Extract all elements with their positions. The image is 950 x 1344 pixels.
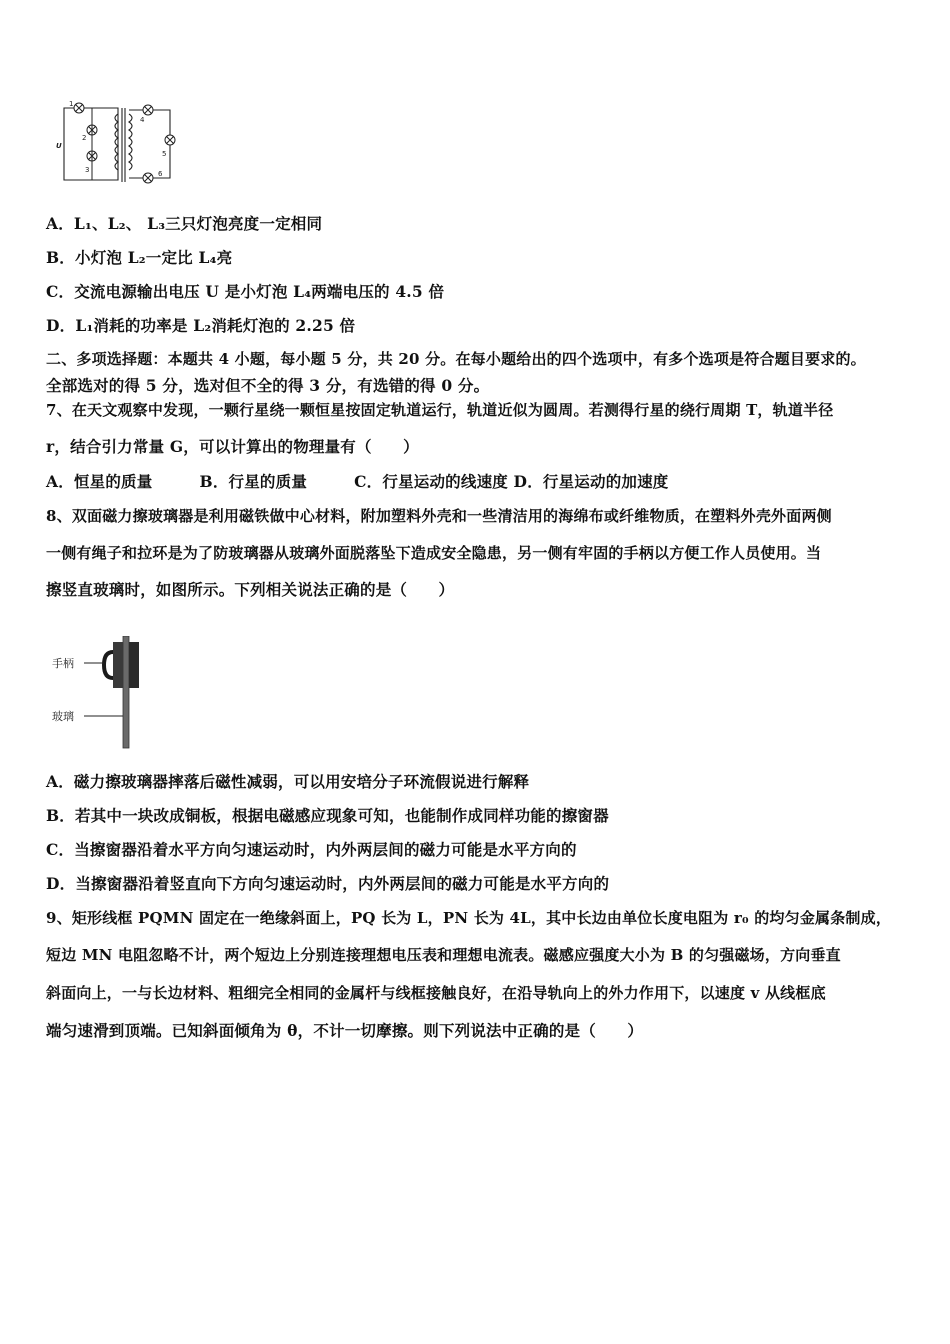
q8-option-b: B．若其中一块改成铜板，根据电磁感应现象可知，也能制作成同样功能的擦窗器: [46, 806, 609, 825]
handle: [104, 652, 113, 678]
lamp-L5: [165, 135, 175, 145]
node-label: 1: [69, 100, 74, 108]
secondary-coil: [129, 114, 132, 170]
lamp-L6: [143, 173, 153, 183]
node-label: 5: [162, 150, 167, 158]
node-label: 2: [82, 134, 87, 142]
outer-cleaner-block: [129, 642, 139, 688]
handle-label: 手柄: [52, 657, 74, 670]
secondary-circuit-wire: [129, 110, 170, 178]
lamp-L4: [143, 105, 153, 115]
q8-option-a: A．磁力擦玻璃器摔落后磁性减弱，可以用安培分子环流假说进行解释: [46, 772, 530, 791]
q7-stem-line1: 7、在天文观察中发现，一颗行星绕一颗恒星按固定轨道运行，轨道近似为圆周。若测得行星的绕行周期 T，轨道半径: [46, 401, 834, 419]
q6-option-a: A．L₁、L₂、 L₃三只灯泡亮度一定相同: [46, 214, 323, 233]
q8-option-c: C．当擦窗器沿着水平方向匀速运动时，内外两层间的磁力可能是水平方向的: [46, 840, 577, 859]
q8-stem-line3: 擦竖直玻璃时，如图所示。下列相关说法正确的是（ ）: [46, 580, 455, 599]
inner-cleaner-block: [113, 642, 123, 688]
node-label: 3: [85, 166, 90, 174]
section2-heading-line1: 二、多项选择题：本题共 4 小题，每小题 5 分，共 20 分。在每小题给出的四个选项中，有多个选项是符合题目要求的。: [46, 350, 866, 368]
q9-stem-line4: 端匀速滑到顶端。已知斜面倾角为 θ，不计一切摩擦。则下列说法中正确的是（ ）: [46, 1021, 644, 1040]
primary-circuit-wire: [64, 108, 118, 180]
glass-label: 玻璃: [52, 710, 74, 723]
lamp-L1: [74, 103, 84, 113]
q8-option-d: D．当擦窗器沿着竖直向下方向匀速运动时，内外两层间的磁力可能是水平方向的: [46, 874, 610, 893]
node-label: 6: [158, 170, 163, 178]
q8-stem-line2: 一侧有绳子和拉环是为了防玻璃器从玻璃外面脱落坠下造成安全隐患，另一侧有牢固的手柄以方便工作人员使用。当: [46, 544, 822, 562]
transformer-circuit-figure: [52, 100, 182, 186]
q7-options: A．恒星的质量 B．行星的质量 C．行星运动的线速度 D．行星运动的加速度: [46, 472, 669, 491]
q9-stem-line1: 9、矩形线框 PQMN 固定在一绝缘斜面上，PQ 长为 L，PN 长为 4L，其中长边由单位长度电阻为 r₀ 的均匀金属条制成，: [46, 909, 892, 927]
u-label: U: [56, 142, 62, 150]
q8-stem-line1: 8、双面磁力擦玻璃器是利用磁铁做中心材料，附加塑料外壳和一些清洁用的海绵布或纤维物质，在塑料外壳外面两侧: [46, 507, 832, 525]
glass-pane: [123, 636, 129, 748]
q6-option-d: D．L₁消耗的功率是 L₂消耗灯泡的 2.25 倍: [46, 316, 356, 335]
window-cleaner-figure: [50, 636, 150, 751]
q9-stem-line2: 短边 MN 电阻忽略不计，两个短边上分别连接理想电压表和理想电流表。磁感应强度大小为 B 的匀强磁场，方向垂直: [46, 946, 841, 964]
section2-heading-line2: 全部选对的得 5 分，选对但不全的得 3 分，有选错的得 0 分。: [46, 376, 490, 395]
q9-stem-line3: 斜面向上，一与长边材料、粗细完全相同的金属杆与线框接触良好，在沿导轨向上的外力作用下，以速度 v 从线框底: [46, 984, 826, 1002]
q6-option-c: C．交流电源输出电压 U 是小灯泡 L₄两端电压的 4.5 倍: [46, 282, 445, 301]
q7-stem-line2: r，结合引力常量 G，可以计算出的物理量有（ ）: [46, 437, 419, 456]
q6-option-b: B．小灯泡 L₂一定比 L₄亮: [46, 248, 233, 267]
node-label: 4: [140, 116, 145, 124]
